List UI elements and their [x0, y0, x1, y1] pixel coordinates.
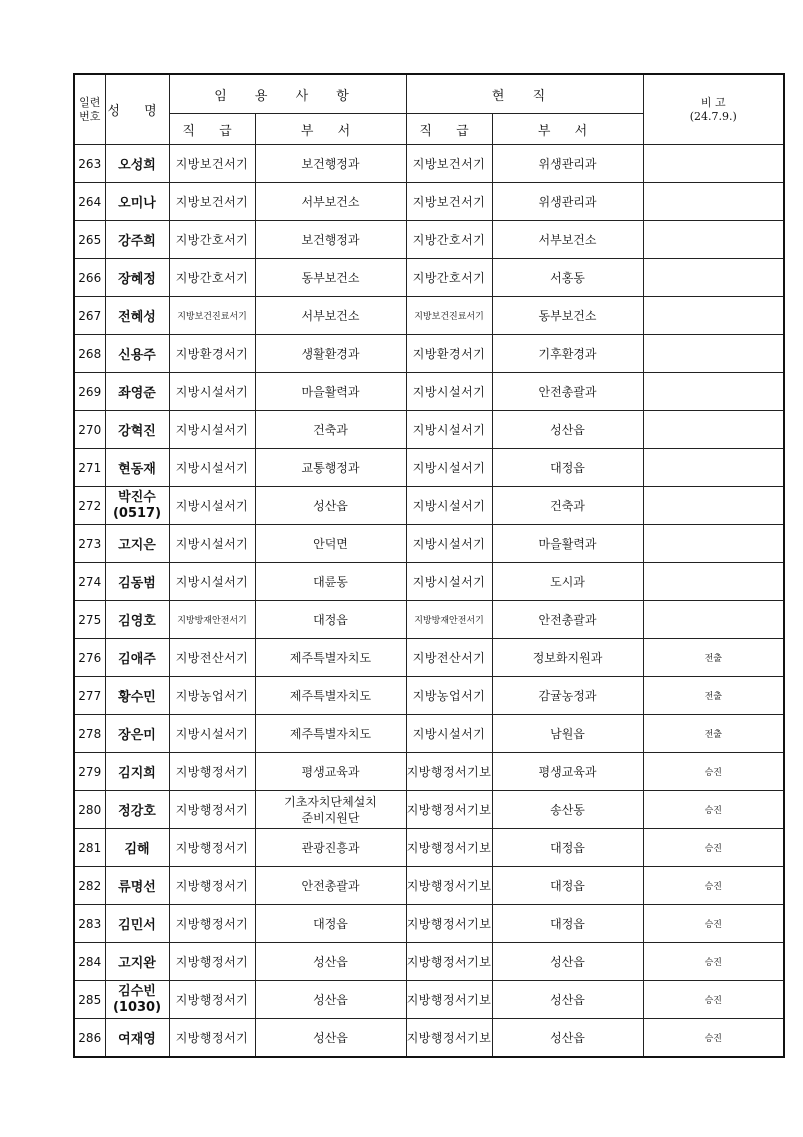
row-number: 273	[74, 525, 105, 563]
note-header	[643, 74, 784, 145]
table-row	[74, 449, 784, 487]
note-header-label: 비 고	[700, 95, 726, 109]
note-cell: 승진	[643, 981, 784, 1019]
current-rank: 지방간호서기	[406, 259, 492, 297]
appointment-dept: 관광진흥과	[255, 829, 406, 867]
person-name: 장은미	[105, 715, 169, 753]
appointment-rank: 지방시설서기	[169, 487, 255, 525]
appointment-rank: 지방농업서기	[169, 677, 255, 715]
note-cell	[643, 297, 784, 335]
current-dept: 정보화지원과	[492, 639, 643, 677]
current-dept: 동부보건소	[492, 297, 643, 335]
note-cell	[643, 449, 784, 487]
current-dept: 도시과	[492, 563, 643, 601]
table-row	[74, 525, 784, 563]
appointment-rank: 지방행정서기	[169, 829, 255, 867]
appointment-dept: 제주특별자치도	[255, 715, 406, 753]
table-row	[74, 981, 784, 1019]
row-number: 282	[74, 867, 105, 905]
note-cell: 승진	[643, 753, 784, 791]
current-rank: 지방시설서기	[406, 373, 492, 411]
person-name: 전혜성	[105, 297, 169, 335]
row-number: 285	[74, 981, 105, 1019]
table-row	[74, 1019, 784, 1058]
header-row-top	[74, 74, 784, 114]
row-number: 274	[74, 563, 105, 601]
current-dept: 성산읍	[492, 411, 643, 449]
person-name: 강혁진	[105, 411, 169, 449]
current-dept: 송산동	[492, 791, 643, 829]
appointment-dept: 서부보건소	[255, 297, 406, 335]
row-number: 271	[74, 449, 105, 487]
current-dept: 대정읍	[492, 449, 643, 487]
person-name: 김동범	[105, 563, 169, 601]
current-dept: 서부보건소	[492, 221, 643, 259]
current-rank: 지방행정서기보	[406, 981, 492, 1019]
appointment-dept: 서부보건소	[255, 183, 406, 221]
appointment-rank: 지방시설서기	[169, 715, 255, 753]
current-rank: 지방행정서기보	[406, 829, 492, 867]
appointment-rank-header: 직 급	[169, 114, 255, 145]
appointment-dept: 교통행정과	[255, 449, 406, 487]
table-row	[74, 373, 784, 411]
appointment-dept: 대륜동	[255, 563, 406, 601]
appointment-rank: 지방시설서기	[169, 449, 255, 487]
person-name: 장혜정	[105, 259, 169, 297]
appointment-dept: 제주특별자치도	[255, 639, 406, 677]
note-cell	[643, 525, 784, 563]
current-dept: 성산읍	[492, 981, 643, 1019]
row-number: 284	[74, 943, 105, 981]
current-rank: 지방행정서기보	[406, 753, 492, 791]
current-dept: 성산읍	[492, 943, 643, 981]
appointment-dept: 성산읍	[255, 943, 406, 981]
row-number: 265	[74, 221, 105, 259]
person-name: 현동재	[105, 449, 169, 487]
person-name: 황수민	[105, 677, 169, 715]
appointment-header: 임 용 사 항	[169, 74, 406, 114]
row-number: 263	[74, 145, 105, 183]
note-cell: 승진	[643, 943, 784, 981]
appointment-rank: 지방환경서기	[169, 335, 255, 373]
current-rank: 지방행정서기보	[406, 905, 492, 943]
table-row	[74, 259, 784, 297]
current-rank: 지방시설서기	[406, 411, 492, 449]
current-dept: 위생관리과	[492, 183, 643, 221]
current-dept: 대정읍	[492, 867, 643, 905]
note-cell: 승진	[643, 829, 784, 867]
person-name: 김애주	[105, 639, 169, 677]
appointment-dept: 마을활력과	[255, 373, 406, 411]
table-row	[74, 411, 784, 449]
name-header: 성 명	[105, 74, 169, 145]
appointment-rank: 지방보건진료서기	[169, 297, 255, 335]
row-number: 264	[74, 183, 105, 221]
appointment-dept: 안덕면	[255, 525, 406, 563]
table-row	[74, 183, 784, 221]
table-row	[74, 677, 784, 715]
current-rank: 지방시설서기	[406, 525, 492, 563]
table-row	[74, 563, 784, 601]
row-number: 275	[74, 601, 105, 639]
appointment-dept: 동부보건소	[255, 259, 406, 297]
current-rank: 지방방재안전서기	[406, 601, 492, 639]
note-cell: 승진	[643, 791, 784, 829]
appointment-dept: 대정읍	[255, 601, 406, 639]
current-dept: 대정읍	[492, 829, 643, 867]
person-name: 강주희	[105, 221, 169, 259]
row-number: 279	[74, 753, 105, 791]
appointment-rank: 지방행정서기	[169, 905, 255, 943]
person-name: 신용주	[105, 335, 169, 373]
row-number: 268	[74, 335, 105, 373]
current-dept: 위생관리과	[492, 145, 643, 183]
current-rank: 지방시설서기	[406, 487, 492, 525]
current-rank: 지방전산서기	[406, 639, 492, 677]
note-cell	[643, 183, 784, 221]
current-rank: 지방보건서기	[406, 183, 492, 221]
person-name: 오미나	[105, 183, 169, 221]
note-cell	[643, 259, 784, 297]
current-dept: 안전총괄과	[492, 373, 643, 411]
note-cell	[643, 145, 784, 183]
note-cell: 전출	[643, 677, 784, 715]
row-number: 277	[74, 677, 105, 715]
appointment-rank: 지방방재안전서기	[169, 601, 255, 639]
row-number: 267	[74, 297, 105, 335]
current-dept: 성산읍	[492, 1019, 643, 1058]
person-name: 고지은	[105, 525, 169, 563]
note-cell: 전출	[643, 639, 784, 677]
current-position-header: 현 직	[406, 74, 643, 114]
person-name: 김지희	[105, 753, 169, 791]
person-name: 좌영준	[105, 373, 169, 411]
row-number: 280	[74, 791, 105, 829]
appointment-dept-header: 부 서	[255, 114, 406, 145]
appointment-dept: 보건행정과	[255, 221, 406, 259]
current-rank: 지방행정서기보	[406, 943, 492, 981]
appointment-dept: 성산읍	[255, 1019, 406, 1058]
current-dept: 평생교육과	[492, 753, 643, 791]
appointment-rank: 지방행정서기	[169, 867, 255, 905]
current-dept-header: 부 서	[492, 114, 643, 145]
person-name: 김수빈 (1030)	[105, 981, 169, 1019]
note-cell	[643, 487, 784, 525]
note-cell: 전출	[643, 715, 784, 753]
current-rank: 지방행정서기보	[406, 1019, 492, 1058]
appointment-dept: 안전총괄과	[255, 867, 406, 905]
table-row	[74, 943, 784, 981]
appointment-rank: 지방보건서기	[169, 183, 255, 221]
current-dept: 안전총괄과	[492, 601, 643, 639]
table-row	[74, 639, 784, 677]
person-name: 류명선	[105, 867, 169, 905]
appointment-rank: 지방시설서기	[169, 563, 255, 601]
row-number: 283	[74, 905, 105, 943]
current-rank: 지방보건진료서기	[406, 297, 492, 335]
appointment-dept: 성산읍	[255, 981, 406, 1019]
appointment-rank: 지방행정서기	[169, 943, 255, 981]
appointment-dept: 성산읍	[255, 487, 406, 525]
appointment-rank: 지방행정서기	[169, 1019, 255, 1058]
index-header: 일련 번호	[74, 74, 105, 145]
appointment-rank: 지방보건서기	[169, 145, 255, 183]
current-rank: 지방행정서기보	[406, 791, 492, 829]
appointment-rank: 지방행정서기	[169, 791, 255, 829]
appointment-dept: 보건행정과	[255, 145, 406, 183]
person-name: 박진수 (0517)	[105, 487, 169, 525]
appointment-rank: 지방행정서기	[169, 753, 255, 791]
table-row	[74, 601, 784, 639]
current-rank: 지방행정서기보	[406, 867, 492, 905]
appointment-rank: 지방시설서기	[169, 373, 255, 411]
current-dept: 감귤농정과	[492, 677, 643, 715]
note-cell	[643, 563, 784, 601]
current-rank: 지방간호서기	[406, 221, 492, 259]
current-dept: 건축과	[492, 487, 643, 525]
appointment-dept: 제주특별자치도	[255, 677, 406, 715]
row-number: 270	[74, 411, 105, 449]
appointment-rank: 지방간호서기	[169, 221, 255, 259]
table-row	[74, 829, 784, 867]
person-name: 고지완	[105, 943, 169, 981]
current-rank: 지방시설서기	[406, 449, 492, 487]
current-rank-header: 직 급	[406, 114, 492, 145]
table-row	[74, 221, 784, 259]
current-rank: 지방시설서기	[406, 715, 492, 753]
appointment-rank: 지방간호서기	[169, 259, 255, 297]
current-dept: 마을활력과	[492, 525, 643, 563]
current-dept: 서홍동	[492, 259, 643, 297]
table-row	[74, 145, 784, 183]
appointment-dept: 대정읍	[255, 905, 406, 943]
note-cell	[643, 411, 784, 449]
table-row	[74, 867, 784, 905]
appointment-rank: 지방행정서기	[169, 981, 255, 1019]
row-number: 281	[74, 829, 105, 867]
note-cell: 승진	[643, 867, 784, 905]
person-name: 김영호	[105, 601, 169, 639]
row-number: 272	[74, 487, 105, 525]
appointment-dept: 기초자치단체설치 준비지원단	[255, 791, 406, 829]
current-rank: 지방보건서기	[406, 145, 492, 183]
current-dept: 기후환경과	[492, 335, 643, 373]
row-number: 276	[74, 639, 105, 677]
note-cell	[643, 601, 784, 639]
table-row	[74, 297, 784, 335]
current-dept: 대정읍	[492, 905, 643, 943]
note-cell	[643, 221, 784, 259]
appointment-rank: 지방시설서기	[169, 411, 255, 449]
table-row	[74, 487, 784, 525]
table-body	[74, 145, 784, 1058]
person-name: 김해	[105, 829, 169, 867]
current-rank: 지방농업서기	[406, 677, 492, 715]
person-name: 여재영	[105, 1019, 169, 1058]
row-number: 266	[74, 259, 105, 297]
appointment-dept: 건축과	[255, 411, 406, 449]
appointment-rank: 지방시설서기	[169, 525, 255, 563]
note-cell: 승진	[643, 1019, 784, 1058]
row-number: 278	[74, 715, 105, 753]
note-cell	[643, 373, 784, 411]
table-row	[74, 905, 784, 943]
note-header-date: (24.7.9.)	[689, 109, 737, 123]
personnel-table	[73, 73, 785, 1058]
row-number: 286	[74, 1019, 105, 1058]
person-name: 오성희	[105, 145, 169, 183]
note-cell: 승진	[643, 905, 784, 943]
appointment-dept: 생활환경과	[255, 335, 406, 373]
current-rank: 지방환경서기	[406, 335, 492, 373]
current-dept: 남원읍	[492, 715, 643, 753]
table-row	[74, 791, 784, 829]
table-row	[74, 335, 784, 373]
row-number: 269	[74, 373, 105, 411]
person-name: 김민서	[105, 905, 169, 943]
note-cell	[643, 335, 784, 373]
current-rank: 지방시설서기	[406, 563, 492, 601]
table-row	[74, 753, 784, 791]
person-name: 정강호	[105, 791, 169, 829]
appointment-rank: 지방전산서기	[169, 639, 255, 677]
appointment-dept: 평생교육과	[255, 753, 406, 791]
table-row	[74, 715, 784, 753]
